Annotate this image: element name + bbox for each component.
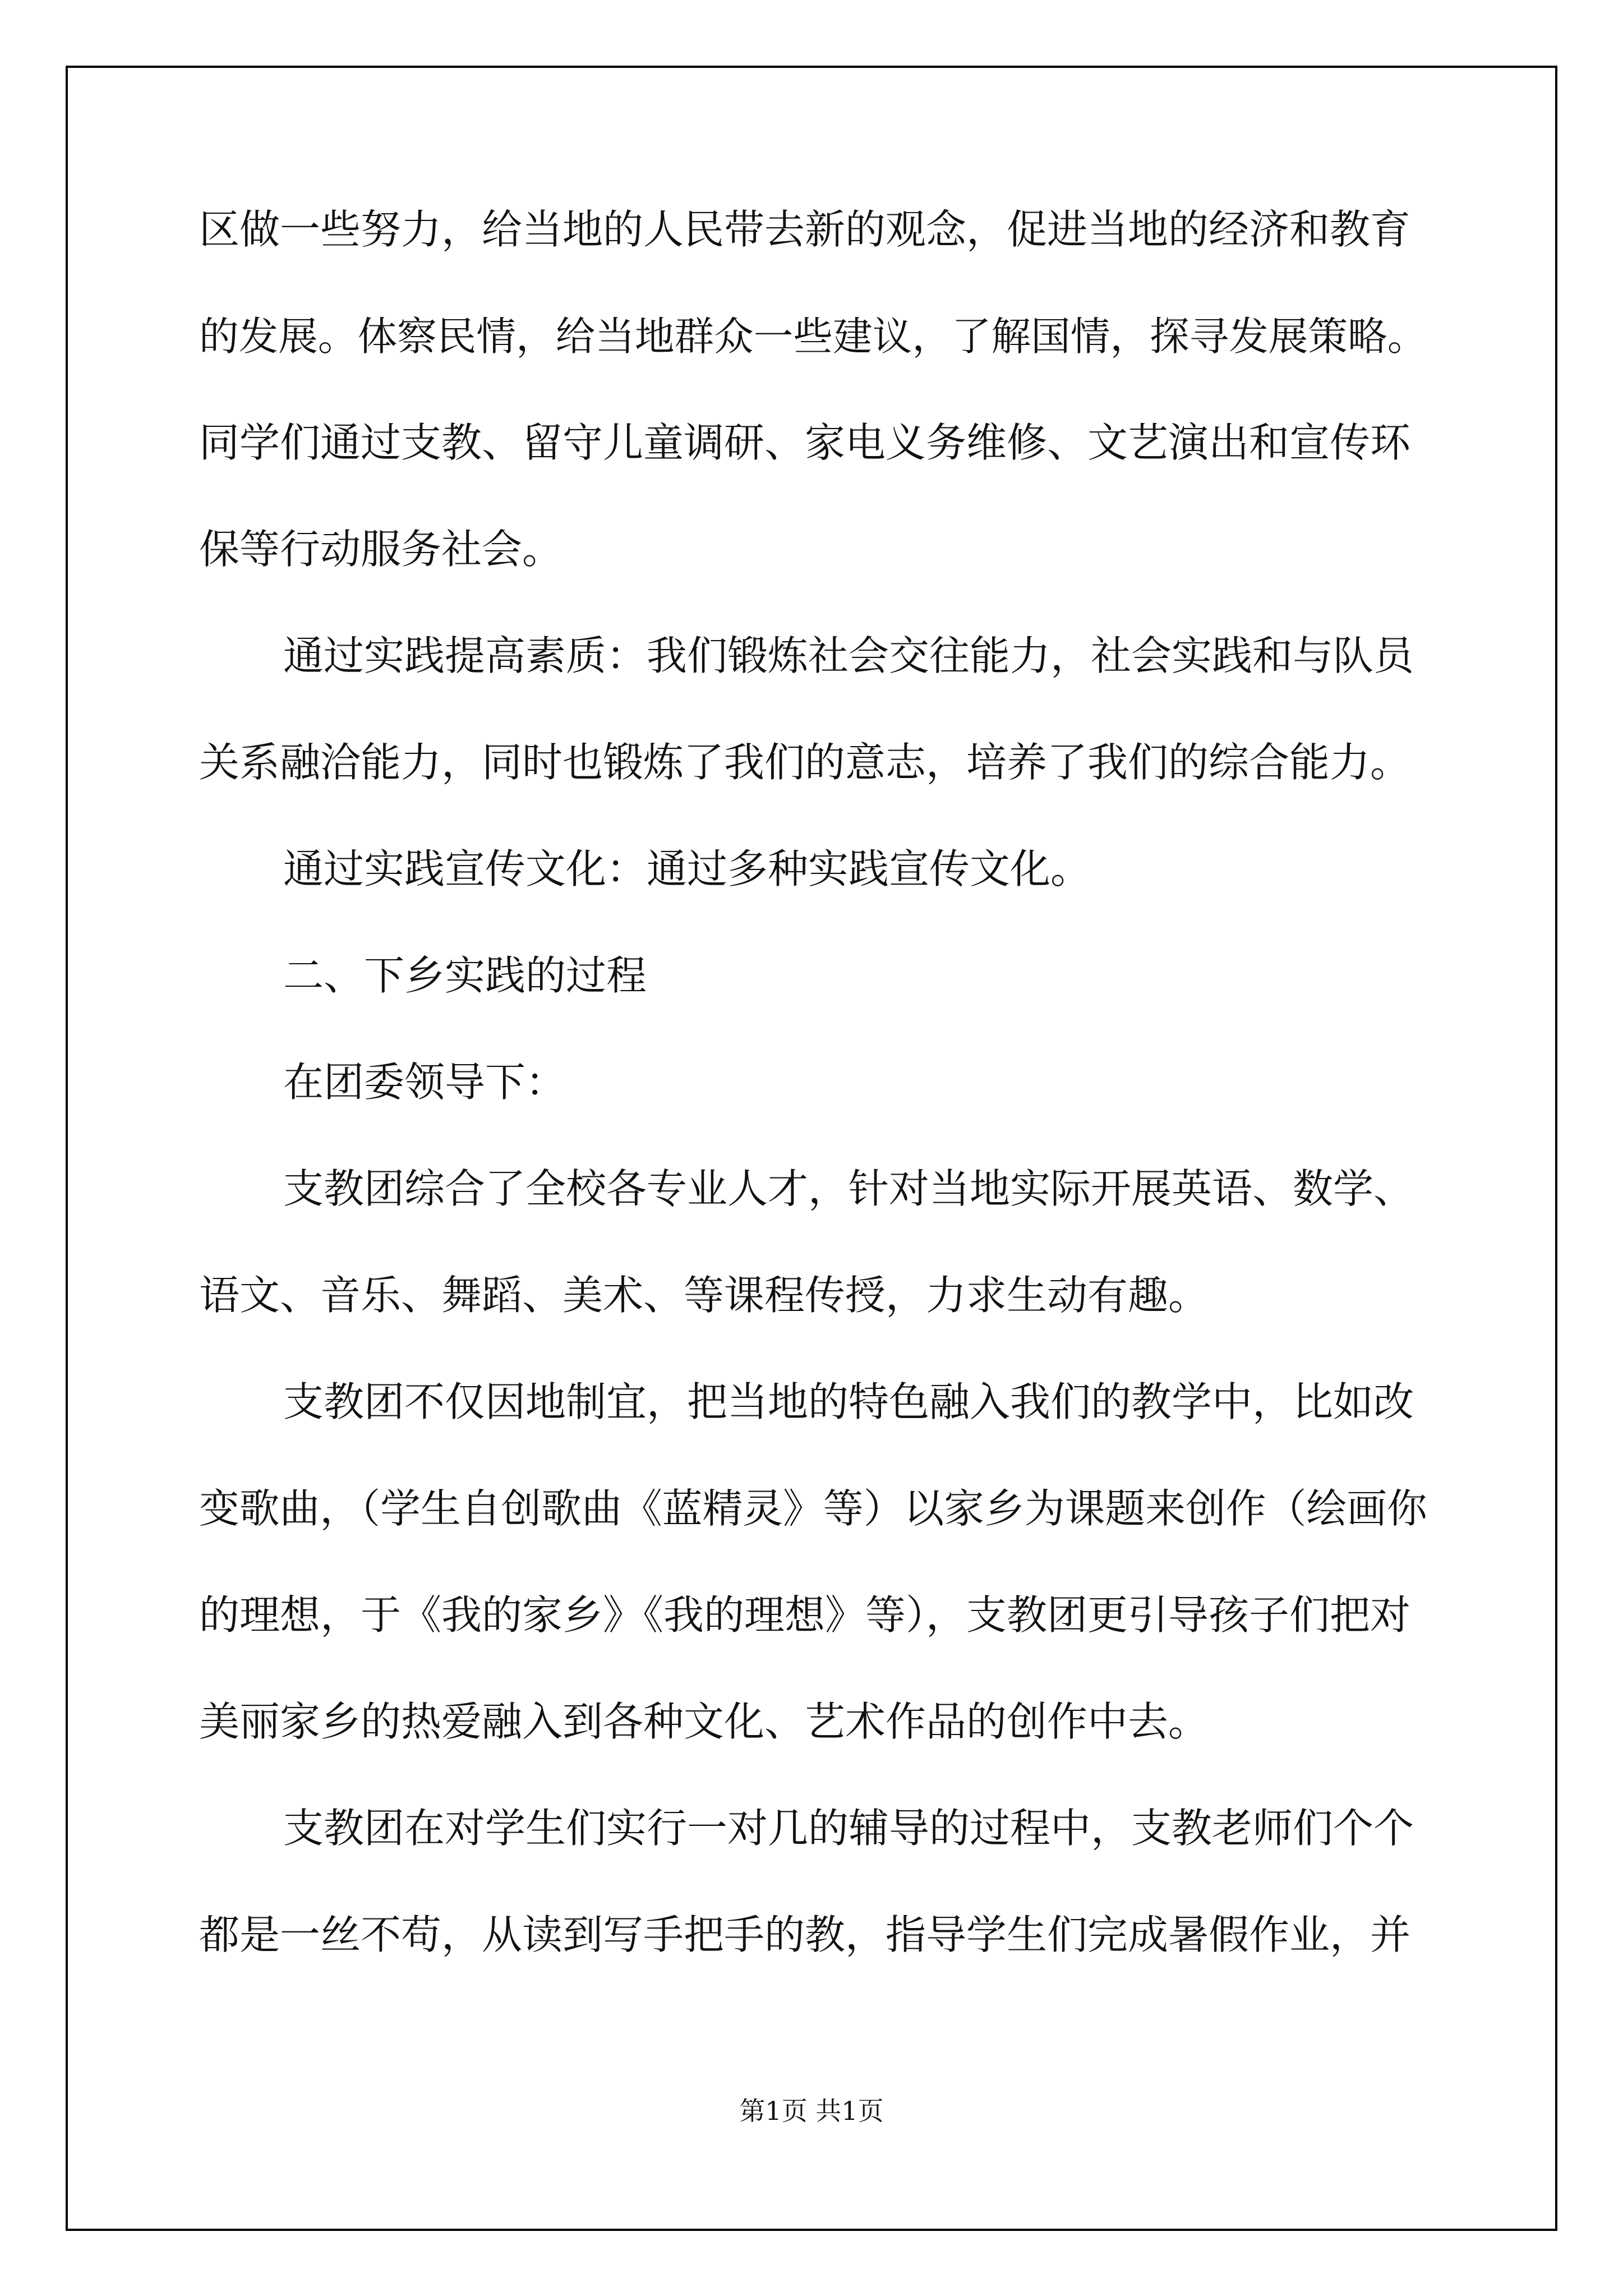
text-line: 都是一丝不苟，从读到写手把手的教，指导学生们完成暑假作业，并 — [199, 1911, 1411, 1958]
text-line: 美丽家乡的热爱融入到各种文化、艺术作品的创作中去。 — [199, 1698, 1209, 1745]
text-line: 的发展。体察民情，给当地群众一些建议，了解国情，探寻发展策略。 — [199, 313, 1427, 360]
section-heading: 二、下乡实践的过程 — [283, 952, 647, 999]
paragraph-start: 在团委领导下： — [283, 1059, 566, 1106]
paragraph-start: 支教团综合了全校各专业人才，针对当地实际开展英语、数学、 — [283, 1165, 1414, 1212]
page-footer: 第1页 共1页 — [739, 2096, 884, 2126]
text-line: 保等行动服务社会。 — [199, 526, 563, 573]
text-line: 变歌曲，（学生自创歌曲《蓝精灵》等）以家乡为课题来创作（绘画你 — [199, 1485, 1427, 1532]
paragraph-start: 支教团在对学生们实行一对几的辅导的过程中，支教老师们个个 — [283, 1805, 1414, 1852]
text-line: 的理想，于《我的家乡》《我的理想》等），支教团更引导孩子们把对 — [199, 1591, 1411, 1639]
paragraph-start: 通过实践提高素质：我们锻炼社会交往能力，社会实践和与队员 — [283, 632, 1414, 679]
paragraph-start: 通过实践宣传文化：通过多种实践宣传文化。 — [283, 845, 1091, 892]
document-body — [199, 206, 1427, 1958]
text-line: 同学们通过支教、留守儿童调研、家电义务维修、文艺演出和宣传环 — [199, 419, 1411, 466]
paragraph-start: 支教团不仅因地制宜，把当地的特色融入我们的教学中，比如改 — [283, 1378, 1414, 1425]
text-line: 语文、音乐、舞蹈、美术、等课程传授，力求生动有趣。 — [199, 1272, 1209, 1319]
text-line: 区做一些努力，给当地的人民带去新的观念，促进当地的经济和教育 — [199, 206, 1411, 253]
text-line: 关系融洽能力，同时也锻炼了我们的意志，培养了我们的综合能力。 — [199, 739, 1411, 786]
